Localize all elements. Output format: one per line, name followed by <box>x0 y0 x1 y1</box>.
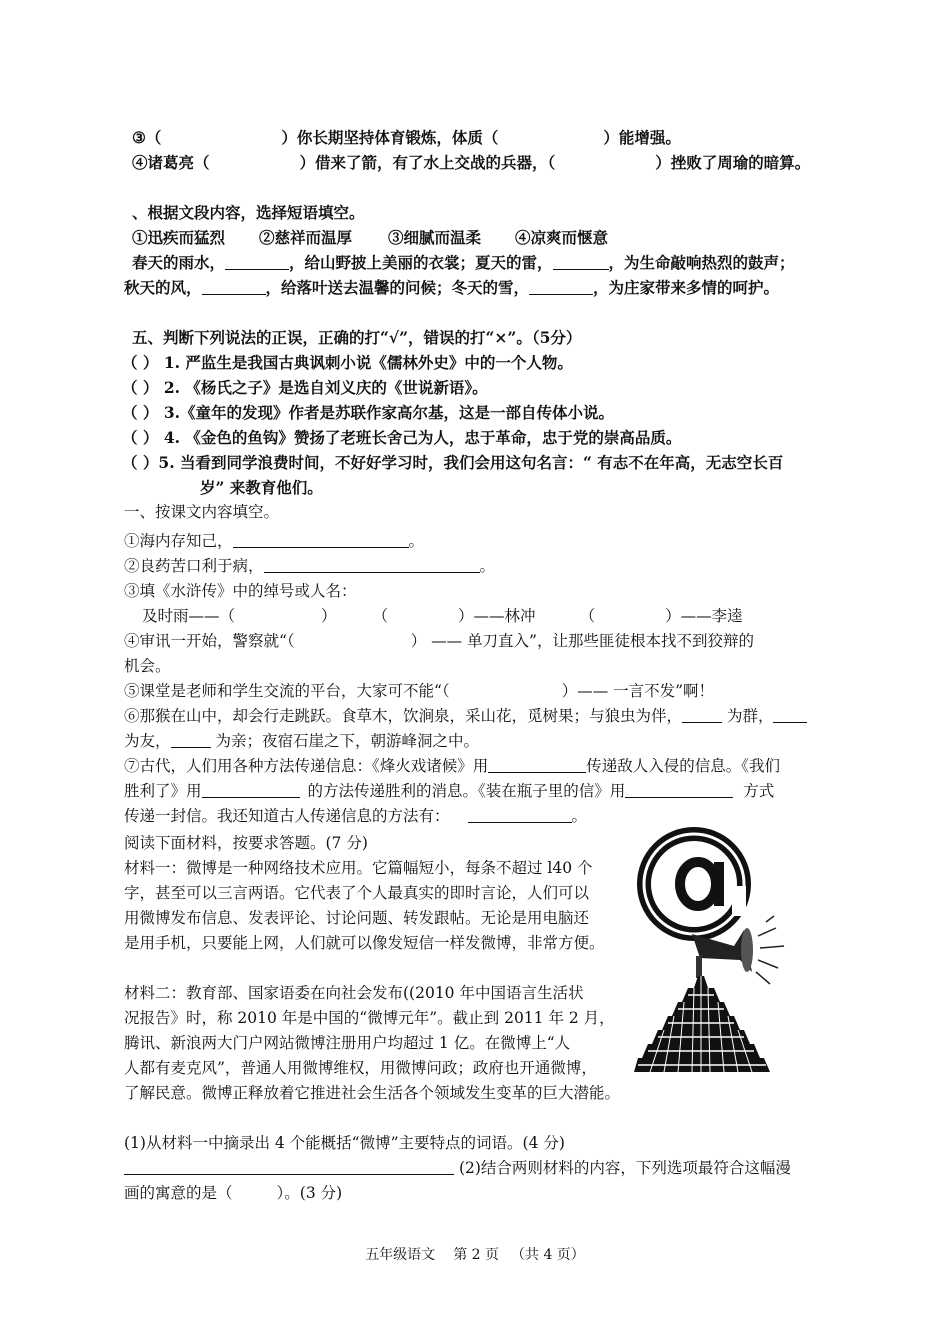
reading-q2-text: ）。(3 分) <box>276 1184 343 1202</box>
recite-text: （ <box>372 607 389 625</box>
judge-item-1 <box>122 353 573 373</box>
recite-text: ②良药苦口利于病， <box>124 557 264 575</box>
fill-q3 <box>132 128 681 148</box>
phrase-text: ，为庄家带来多情的呵护。 <box>593 278 780 297</box>
answer-blank[interactable] <box>202 279 266 295</box>
recite-q4 <box>124 631 754 651</box>
reading-q2-line-2 <box>124 1183 342 1203</box>
material-2-line: 况报告》时，称 2010 年是中国的“微博元年”。截止到 2011 年 2 月， <box>124 1009 615 1027</box>
recite-q7 <box>124 756 780 776</box>
answer-blank[interactable] <box>171 732 211 748</box>
judge-text: 1. 严监生是我国古典讽刺小说《儒林外史》中的一个人物。 <box>163 353 573 372</box>
footer-subject: 五年级语文 <box>365 1247 436 1263</box>
answer-blank[interactable] <box>773 707 807 723</box>
answer-paren[interactable]: （ ） <box>122 353 159 372</box>
answer-paren[interactable]: （ ） <box>122 403 159 422</box>
answer-paren[interactable]: （ ） <box>122 378 159 397</box>
at-sign-megaphone-cartoon-icon <box>634 826 794 1074</box>
judge-item-5-cont: 岁” 来教育他们。 <box>200 478 323 497</box>
answer-blank[interactable] <box>124 1159 454 1175</box>
option-2: ②慈祥而温厚 <box>259 228 353 247</box>
recite-text: ）—— 一言不发”啊！ <box>561 682 715 700</box>
recite-q6-cont <box>124 731 479 751</box>
judge-item-4 <box>122 428 681 448</box>
recite-text: 方式 <box>743 782 775 800</box>
recite-text: 。 <box>408 532 425 550</box>
answer-blank[interactable] <box>553 254 609 270</box>
recite-text: （ <box>579 607 596 625</box>
fill-q4-pre: ④诸葛亮（ <box>132 153 210 172</box>
recite-text: 为群， <box>726 707 774 725</box>
recite-q5 <box>124 681 714 701</box>
footer-total: （共 4 页） <box>511 1247 585 1263</box>
judge-text: 2. 《杨氏之子》是选自刘义庆的《世说新语》。 <box>163 378 488 397</box>
page-footer <box>0 1244 950 1264</box>
answer-blank[interactable] <box>468 807 572 823</box>
recite-q2 <box>124 556 495 576</box>
recite-text: ）——李逵 <box>665 607 743 625</box>
fill-q4-mid: ）借来了箭，有了水上交战的兵器，（ <box>299 153 556 172</box>
fill-q3-pre: ③（ <box>132 128 162 147</box>
judge-text: 3.《童年的发现》作者是苏联作家高尔基，这是一部自传体小说。 <box>163 403 614 422</box>
recite-q6 <box>124 706 807 726</box>
at-sign-icon <box>644 834 746 934</box>
phrase-line-2 <box>124 278 779 298</box>
recite-text: ⑤课堂是老师和学生交流的平台，大家可不能“（ <box>124 682 450 700</box>
phrase-text: 春天的雨水， <box>132 253 226 272</box>
reading-q1: (1)从材料一中摘录出 4 个能概括“微博”主要特点的词语。(4 分) <box>124 1134 565 1152</box>
recite-text: ）——林冲 <box>458 607 536 625</box>
recite-text: 。 <box>571 807 588 825</box>
answer-paren[interactable]: （ ） <box>122 453 159 472</box>
recite-text: 为亲；夜宿石崖之下，朝游峰洞之中。 <box>215 732 479 750</box>
phrase-title: 、根据文段内容，选择短语填空。 <box>132 203 365 222</box>
recite-text: 为友， <box>124 732 171 750</box>
judge-item-3 <box>122 403 614 423</box>
recite-text: ⑦古代，人们用各种方法传递信息：《烽火戏诸候》用 <box>124 757 489 775</box>
material-1-line: 是用手机，只要能上网，人们就可以像发短信一样发微博，非常方便。 <box>124 934 605 952</box>
phrase-line-1 <box>132 253 795 273</box>
answer-blank[interactable] <box>529 279 593 295</box>
reading-title: 阅读下面材料，按要求答题。(7 分) <box>124 834 368 852</box>
recite-q1 <box>124 531 424 551</box>
material-1-line: 用微博发布信息、发表评论、讨论问题、转发跟帖。无论是用电脑还 <box>124 909 590 927</box>
judge-text: 4. 《金色的鱼钩》赞扬了老班长舍己为人，忠于革命，忠于党的崇高品质。 <box>163 428 682 447</box>
phrase-text: ，给落叶送去温馨的问候；冬天的雪， <box>265 278 530 297</box>
recite-q7-line-2 <box>124 781 774 801</box>
answer-blank[interactable] <box>202 782 300 798</box>
answer-paren[interactable]: （ ） <box>122 428 159 447</box>
material-2-line: 材料二：教育部、国家语委在向社会发布((2010 年中国语言生活状 <box>124 984 584 1002</box>
material-2-line: 了解民意。微博正释放着它推进社会生活各个领域发生变革的巨大潜能。 <box>124 1084 621 1102</box>
recite-text: ） <box>321 607 337 625</box>
answer-blank[interactable] <box>225 254 289 270</box>
footer-page: 第 2 页 <box>453 1247 499 1263</box>
option-3: ③细腻而温柔 <box>388 228 482 247</box>
answer-blank[interactable] <box>625 782 733 798</box>
recite-text: 胜利了》用 <box>124 782 202 800</box>
phrase-text: ，给山野披上美丽的衣裳；夏天的雷， <box>289 253 553 272</box>
recite-text: ⑥那猴在山中，却会行走跳跃。食草木，饮涧泉，采山花，觅树果；与狼虫为伴， <box>124 707 683 725</box>
recite-text: ④审讯一开始，警察就“（ <box>124 632 295 650</box>
answer-blank[interactable] <box>233 532 409 548</box>
recite-title: 一、按课文内容填空。 <box>124 503 280 521</box>
material-1-line: 字，甚至可以三言两语。它代表了个人最真实的即时言论，人们可以 <box>124 884 590 902</box>
judge-text: 5. 当看到同学浪费时间，不好好学习时，我们会用这句名言：“ 有志不在年高，无志空长百 <box>158 453 784 472</box>
reading-q2-text: 画的寓意的是（ <box>124 1184 233 1202</box>
answer-blank[interactable] <box>264 557 480 573</box>
fill-q3-mid: ）你长期坚持体育锻炼，体质（ <box>281 128 499 147</box>
phrase-text: ，为生命敲响热烈的鼓声； <box>608 253 795 272</box>
material-1-line: 材料一：微博是一种网络技术应用。它篇幅短小，每条不超过 l40 个 <box>124 859 593 877</box>
recite-text: 。 <box>479 557 496 575</box>
material-2-line: 腾讯、新浪两大门户网站微博注册用户均超过 1 亿。在微博上“人 <box>124 1034 571 1052</box>
recite-q7-line-3 <box>124 806 587 826</box>
judge-item-2 <box>122 378 488 398</box>
recite-text: ①海内存知己， <box>124 532 233 550</box>
fill-q4-post: ）挫败了周瑜的暗算。 <box>655 153 811 172</box>
phrase-options <box>132 228 608 248</box>
recite-q4-cont: 机会。 <box>124 657 171 675</box>
answer-blank[interactable] <box>488 757 586 773</box>
recite-text: 传递一封信。我还知道古人传递信息的方法有： <box>124 807 450 825</box>
recite-text: ） —— 单刀直入”，让那些匪徒根本找不到狡辩的 <box>410 632 754 650</box>
recite-text: 及时雨——（ <box>142 607 236 625</box>
recite-text: 传递敌人入侵的信息。《我们 <box>586 757 781 775</box>
phrase-text: 秋天的风， <box>124 278 202 297</box>
option-1: ①迅疾而猛烈 <box>132 228 226 247</box>
recite-text: 的方法传递胜利的消息。《装在瓶子里的信》用 <box>307 782 626 800</box>
fill-q3-post: ）能增强。 <box>603 128 681 147</box>
option-4: ④凉爽而惬意 <box>515 228 609 247</box>
reading-q2-text: (2)结合两则材料的内容，下列选项最符合这幅漫 <box>458 1159 791 1177</box>
answer-blank[interactable] <box>682 707 722 723</box>
recite-q3: ③填《水浒传》中的绰号或人名： <box>124 582 357 600</box>
judge-title: 五、判断下列说法的正误，正确的打“√”，错误的打“×”。（5分） <box>132 328 582 347</box>
fill-q4 <box>132 153 810 173</box>
material-2-line: 人都有麦克风”，普通人用微博维权，用微博问政；政府也开通微博， <box>124 1059 597 1077</box>
recite-q3-answers <box>142 606 743 626</box>
judge-item-5 <box>122 453 783 473</box>
reading-q1-answer-line <box>124 1158 791 1178</box>
